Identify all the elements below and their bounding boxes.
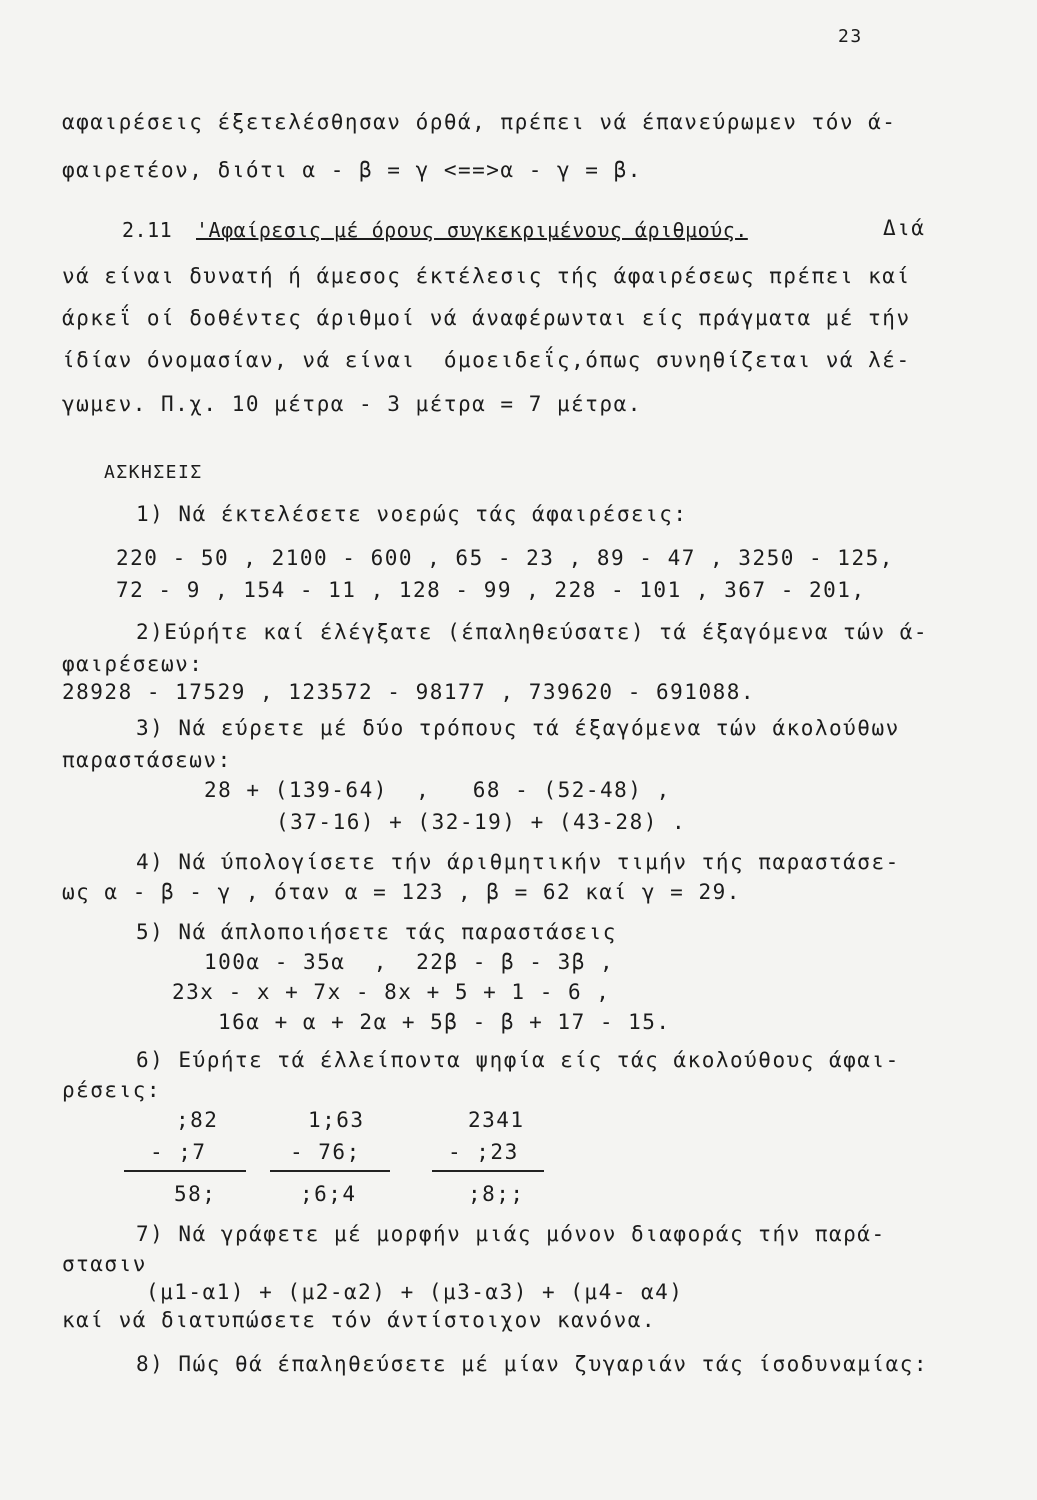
section-title: 'Αφαίρεσις μέ όρους συγκεκριμένους άριθμούς. <box>196 218 748 242</box>
exercises-heading: ΑΣΚΗΣΕΙΣ <box>104 462 203 483</box>
ex1-prompt: 1) Νά έκτελέσετε νοερώς τάς άφαιρέσεις: <box>136 502 688 526</box>
ex5-expr-3: 16α + α + 2α + 5β - β + 17 - 15. <box>218 1010 671 1034</box>
ex6-p2-minuend: 1;63 <box>308 1108 365 1132</box>
ex7-line-3: καί νά διατυπώσετε τόν άντίστοιχον κανόνα. <box>62 1308 657 1332</box>
ex1-row-1: 220 - 50 , 2100 - 600 , 65 - 23 , 89 - 47 , 3250 - 125, <box>116 546 894 570</box>
ex5-prompt: 5) Νά άπλοποιήσετε τάς παραστάσεις <box>136 920 617 944</box>
ex6-p3-rule <box>432 1170 544 1172</box>
section-line-2: νά είναι δυνατή ή άμεσος έκτέλεσις τής άφαιρέσεως πρέπει καί <box>62 264 911 288</box>
ex3-line-2: παραστάσεων: <box>62 748 232 772</box>
section-line-4: ίδίαν όνομασίαν, νά είναι όμοειδεΐς,όπως συνηθίζεται νά λέ- <box>62 348 911 372</box>
intro-line-1: αφαιρέσεις έξετελέσθησαν όρθά, πρέπει νά έπανεύρωμεν τόν ά- <box>62 110 897 134</box>
ex6-p2-result: ;6;4 <box>300 1182 357 1206</box>
ex6-line-1: 6) Εύρήτε τά έλλείποντα ψηφία είς τάς άκολούθους άφαι- <box>136 1048 900 1072</box>
ex3-expr-1: 28 + (139-64) , 68 - (52-48) , <box>204 778 671 802</box>
ex5-expr-2: 23x - x + 7x - 8x + 5 + 1 - 6 , <box>172 980 611 1004</box>
ex2-line-3: 28928 - 17529 , 123572 - 98177 , 739620 - 691088. <box>62 680 756 704</box>
intro-line-2: φαιρετέον, διότι α - β = γ <==>α - γ = β. <box>62 158 642 182</box>
ex7-line-2: στασιν <box>62 1252 147 1276</box>
ex6-p1-rule <box>124 1170 246 1172</box>
ex6-p3-subtrahend: - ;23 <box>448 1140 519 1164</box>
ex7-expr: (μ1-α1) + (μ2-α2) + (μ3-α3) + (μ4- α4) <box>146 1280 684 1304</box>
section-lead: Διά <box>883 216 926 240</box>
section-number: 2.11 <box>122 218 173 242</box>
ex7-line-1: 7) Νά γράφετε μέ μορφήν μιάς μόνον διαφοράς τήν παρά- <box>136 1222 886 1246</box>
ex6-p3-minuend: 2341 <box>468 1108 525 1132</box>
ex6-p3-result: ;8;; <box>468 1182 525 1206</box>
ex8-line-1: 8) Πώς θά έπαληθεύσετε μέ μίαν ζυγαριάν τάς ίσοδυναμίας: <box>136 1352 929 1376</box>
ex6-line-2: ρέσεις: <box>62 1078 162 1102</box>
page-number: 23 <box>838 26 863 47</box>
ex6-p2-subtrahend: - 76; <box>290 1140 361 1164</box>
ex2-line-2: φαιρέσεων: <box>62 652 204 676</box>
ex6-p2-rule <box>270 1170 390 1172</box>
ex4-line-1: 4) Νά ύπολογίσετε τήν άριθμητικήν τιμήν τής παραστάσε- <box>136 850 900 874</box>
ex1-row-2: 72 - 9 , 154 - 11 , 128 - 99 , 228 - 101 , 367 - 201, <box>116 578 866 602</box>
ex5-expr-1: 100α - 35α , 22β - β - 3β , <box>204 950 615 974</box>
ex2-line-1: 2)Εύρήτε καί έλέγξατε (έπαληθεύσατε) τά έξαγόμενα τών ά- <box>136 620 929 644</box>
section-line-3: άρκεΐ οί δοθέντες άριθμοί νά άναφέρωνται είς πράγματα μέ τήν <box>62 306 911 330</box>
ex6-p1-subtrahend: - ;7 <box>150 1140 207 1164</box>
section-line-5: γωμεν. Π.χ. 10 μέτρα - 3 μέτρα = 7 μέτρα. <box>62 392 642 416</box>
ex6-p1-minuend: ;82 <box>176 1108 219 1132</box>
ex6-p1-result: 58; <box>174 1182 217 1206</box>
ex3-line-1: 3) Νά εύρετε μέ δύο τρόπους τά έξαγόμενα τών άκολούθων <box>136 716 900 740</box>
ex4-line-2: ως α - β - γ , όταν α = 123 , β = 62 καί γ = 29. <box>62 880 741 904</box>
ex3-expr-2: (37-16) + (32-19) + (43-28) . <box>276 810 687 834</box>
